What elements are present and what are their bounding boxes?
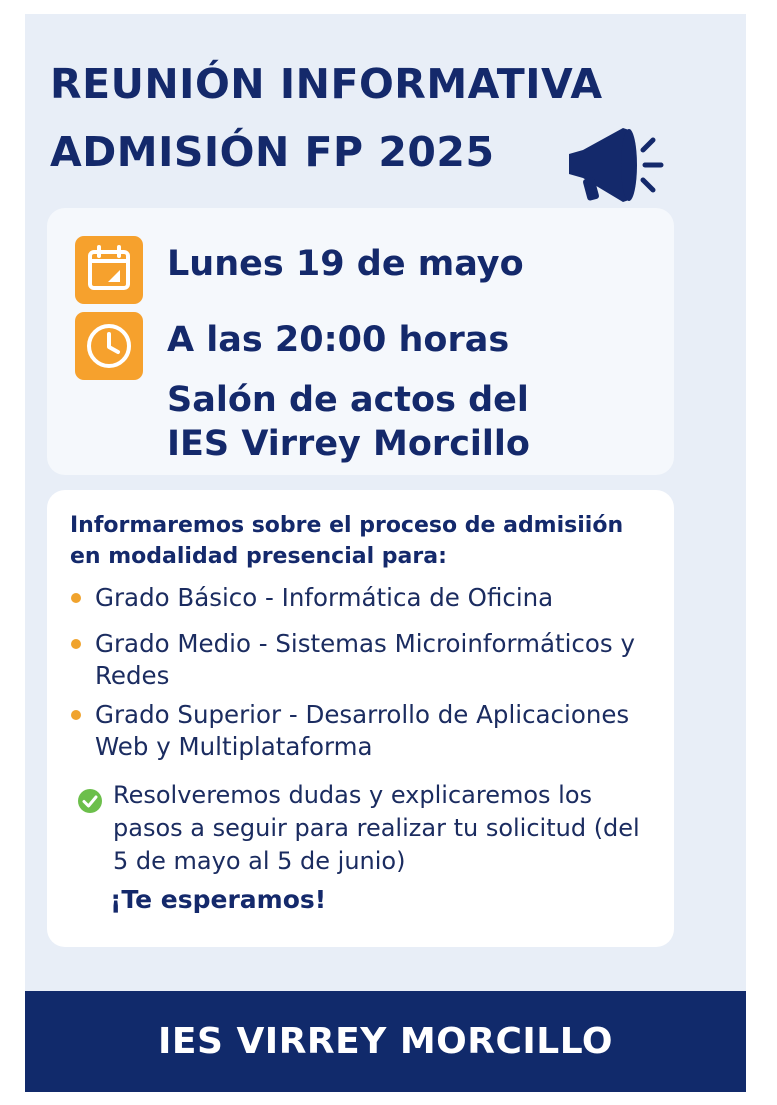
list-item [95,699,655,763]
course-label: Grado Básico - Informática de Oficina [95,583,554,612]
course-label: Grado Medio - Sistemas Microinformáticos y Redes [95,629,635,690]
info-card [47,490,674,947]
event-place-line-1: Salón de actos del [167,380,529,420]
clock-icon [75,312,143,380]
bullet-icon [71,639,81,649]
megaphone-icon [555,120,665,202]
info-intro-line-2: en modalidad presencial para: [70,544,447,569]
event-date: Lunes 19 de mayo [167,244,524,284]
closing-text: ¡Te esperamos! [110,885,327,914]
info-intro-line-1: Informaremos sobre el proceso de admisiión [70,513,624,538]
course-label: Grado Superior - Desarrollo de Aplicaciones Web y Multiplataforma [95,700,630,761]
list-item [95,582,655,614]
event-place [167,378,607,466]
info-intro [70,510,670,572]
title-line-1: REUNIÓN INFORMATIVA [50,60,603,108]
event-place-line-2: IES Virrey Morcillo [167,424,530,464]
footer-label: IES VIRREY MORCILLO [158,1021,613,1062]
event-time: A las 20:00 horas [167,320,510,360]
info-note: Resolveremos dudas y explicaremos los pasos a seguir para realizar tu solicitud (del 5 de mayo al 5 de junio) [113,781,640,875]
bullet-icon [71,593,81,603]
calendar-icon [75,236,143,304]
footer-banner [25,991,746,1092]
list-item [95,628,655,692]
event-card [47,208,674,475]
title-line-2: ADMISIÓN FP 2025 [50,128,495,176]
check-circle-icon [77,788,103,814]
bullet-icon [71,710,81,720]
